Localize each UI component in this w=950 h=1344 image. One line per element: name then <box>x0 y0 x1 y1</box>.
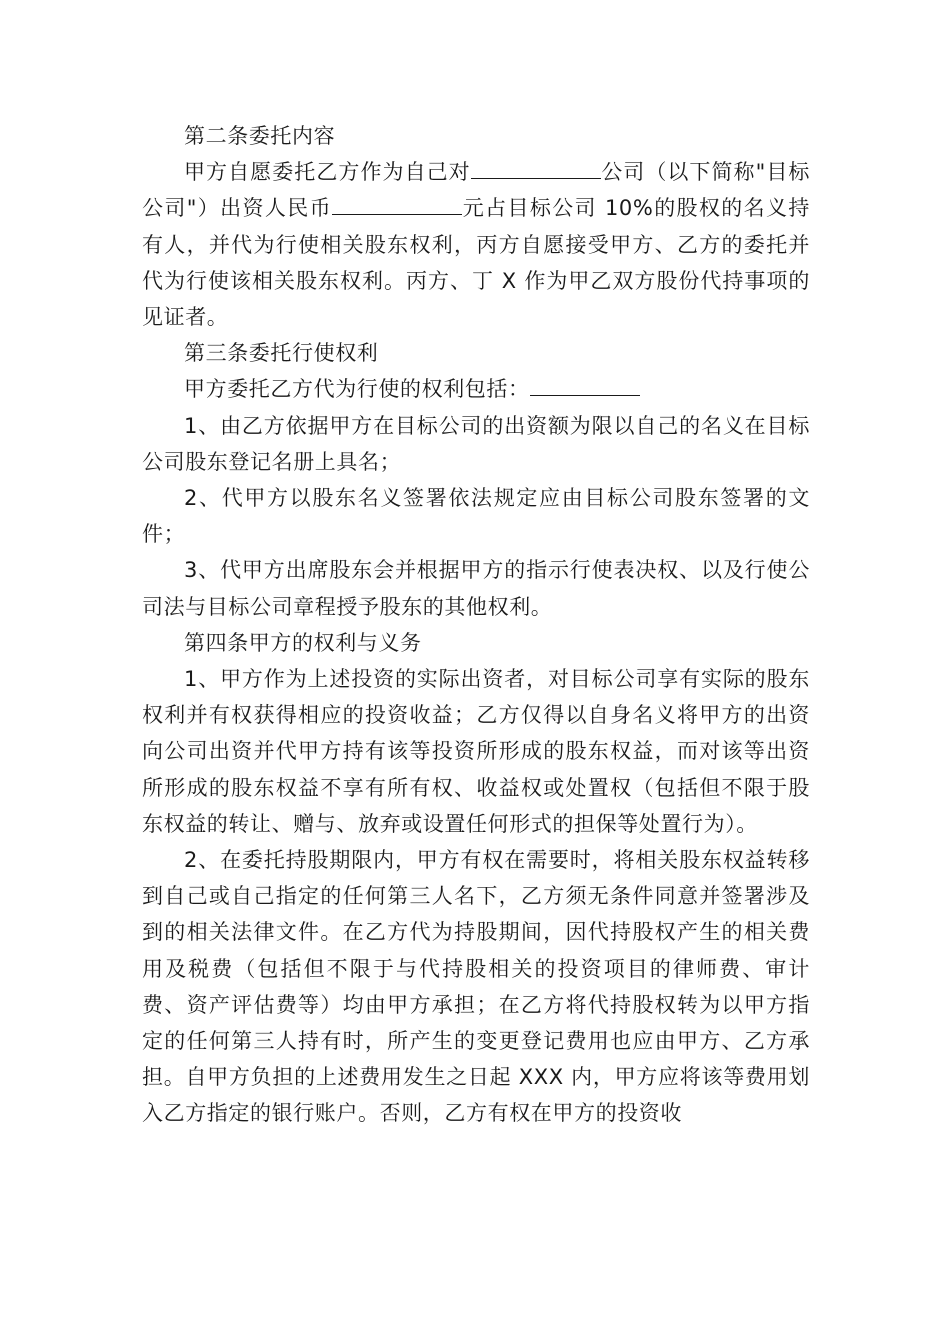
article-2-text-c: 元占目标公司 10%的股权的名义持有人，并代为行使相关股东权利，丙方自愿接受甲方、乙方的委托并代为行使该相关股东权利。丙方、丁 X 作为甲乙双方股份代持事项的见证者。 <box>142 196 810 330</box>
article-2-text-a: 甲方自愿委托乙方作为自己对 <box>184 160 471 185</box>
company-name-blank <box>471 156 601 179</box>
article-3-intro-text: 甲方委托乙方代为行使的权利包括： <box>184 377 530 402</box>
article-2-paragraph <box>142 154 810 335</box>
article-2-text-b: 公司（以下简称"目标公司"）出资人民币 <box>142 160 810 221</box>
article-3-item-2: 2、代甲方以股东名义签署依法规定应由目标公司股东签署的文件； <box>142 486 810 547</box>
rights-blank <box>530 373 640 396</box>
article-3-item-1: 1、由乙方依据甲方在目标公司的出资额为限以自己的名义在目标公司股东登记名册上具名； <box>142 413 810 474</box>
article-3-item-3: 3、代甲方出席股东会并根据甲方的指示行使表决权、以及行使公司法与目标公司章程授予股东的其他权利。 <box>142 558 810 619</box>
article-4-item-1: 1、甲方作为上述投资的实际出资者，对目标公司享有实际的股东权利并有权获得相应的投资收益；乙方仅得以自身名义将甲方的出资向公司出资并代甲方持有该等投资所形成的股东权益，而对该等出资所形成的股东权益不享有所有权、收益权或处置权（包括但不限于股东权益的转让、赠与、放弃或设置任何形式的担保等处置行为）。 <box>142 667 810 836</box>
article-4-heading: 第四条甲方的权利与义务 <box>184 630 422 655</box>
article-3-heading: 第三条委托行使权利 <box>184 341 379 366</box>
document-body <box>142 118 810 1132</box>
investment-amount-blank <box>332 192 462 215</box>
article-2-heading: 第二条委托内容 <box>184 124 336 148</box>
article-4-item-2: 2、在委托持股期限内，甲方有权在需要时，将相关股东权益转移到自己或自己指定的任何第三人名下，乙方须无条件同意并签署涉及到的相关法律文件。在乙方代为持股期间，因代持股权产生的相关费用及税费（包括但不限于与代持股相关的投资项目的律师费、审计费、资产评估费等）均由甲方承担；在乙方将代持股权转为以甲方指定的任何第三人持有时，所产生的变更登记费用也应由甲方、乙方承担。自甲方负担的上述费用发生之日起 XXX 内，甲方应将该等费用划入乙方指定的银行账户。否则，乙方有权在甲方的投资收 <box>142 848 810 1126</box>
article-3-intro <box>142 371 810 407</box>
